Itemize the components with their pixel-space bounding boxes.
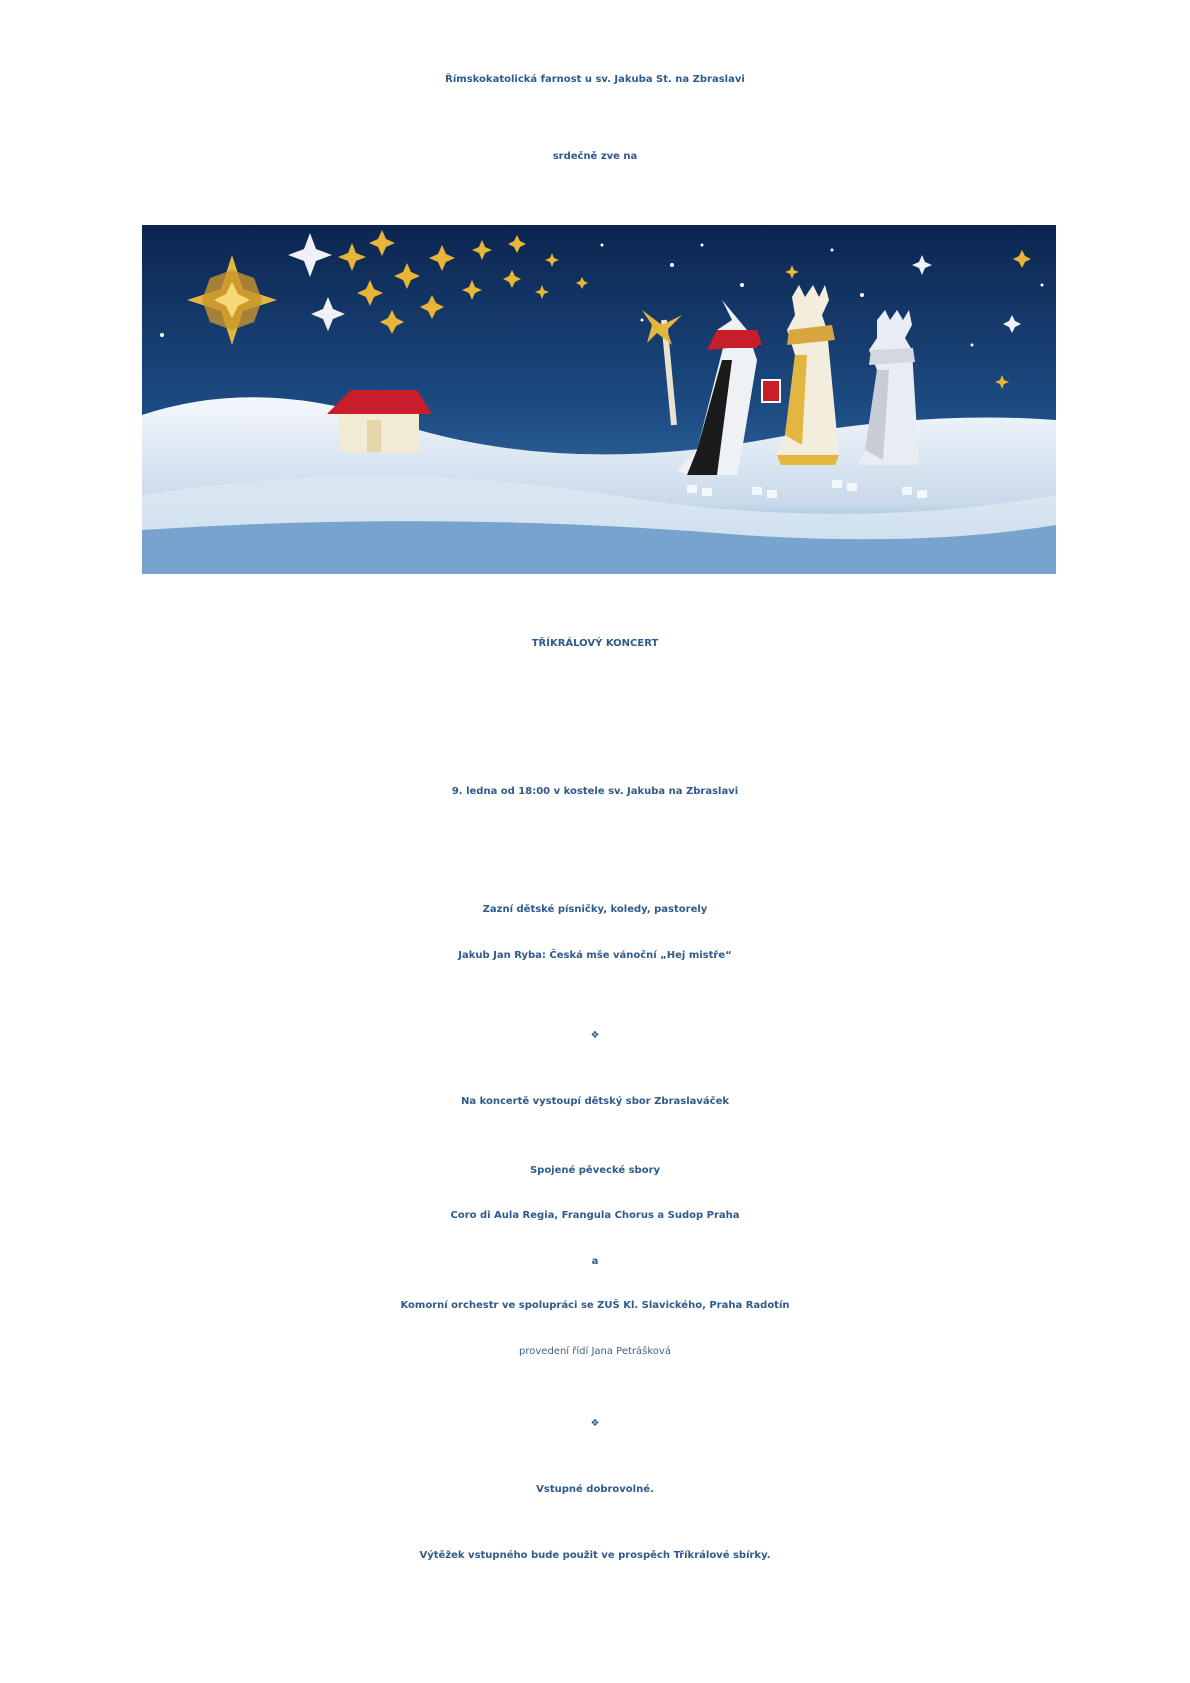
date-and-venue: 9. ledna od 18:00 v kostele sv. Jakuba na Zbraslavi: [451, 786, 739, 797]
program-line-1: Zazní dětské písničky, koledy, pastorely: [482, 904, 708, 915]
performers-line-5: Komorní orchestr ve spolupráci se ZUŠ Kl. Slavického, Praha Radotín: [400, 1300, 790, 1311]
performers-line-1: Na koncertě vystoupí dětský sbor Zbraslaváček: [460, 1096, 730, 1107]
three-kings-banner-image: [142, 225, 1056, 574]
concert-title: TŘÍKRÁLOVÝ KONCERT: [531, 638, 659, 649]
proceeds-note: Výtěžek vstupného bude použit ve prospěch Tříkrálové sbírky.: [419, 1550, 771, 1561]
invite-line: srdečně zve na: [552, 151, 638, 162]
organizer-heading: Římskokatolická farnost u sv. Jakuba St. na Zbraslavi: [445, 74, 745, 85]
conductor-credit: provedení řídí Jana Petrášková: [519, 1346, 671, 1357]
performers-line-3: Coro di Aula Regia, Frangula Chorus a Sudop Praha: [450, 1210, 740, 1221]
ornament-divider-icon: ❖: [590, 1418, 600, 1429]
performers-line-2: Spojené pěvecké sbory: [529, 1165, 661, 1176]
ornament-divider-icon: ❖: [590, 1030, 600, 1041]
performers-line-4: a: [591, 1256, 599, 1267]
program-line-2: Jakub Jan Ryba: Česká mše vánoční „Hej mistře“: [458, 950, 732, 961]
admission-note: Vstupné dobrovolné.: [536, 1484, 654, 1495]
